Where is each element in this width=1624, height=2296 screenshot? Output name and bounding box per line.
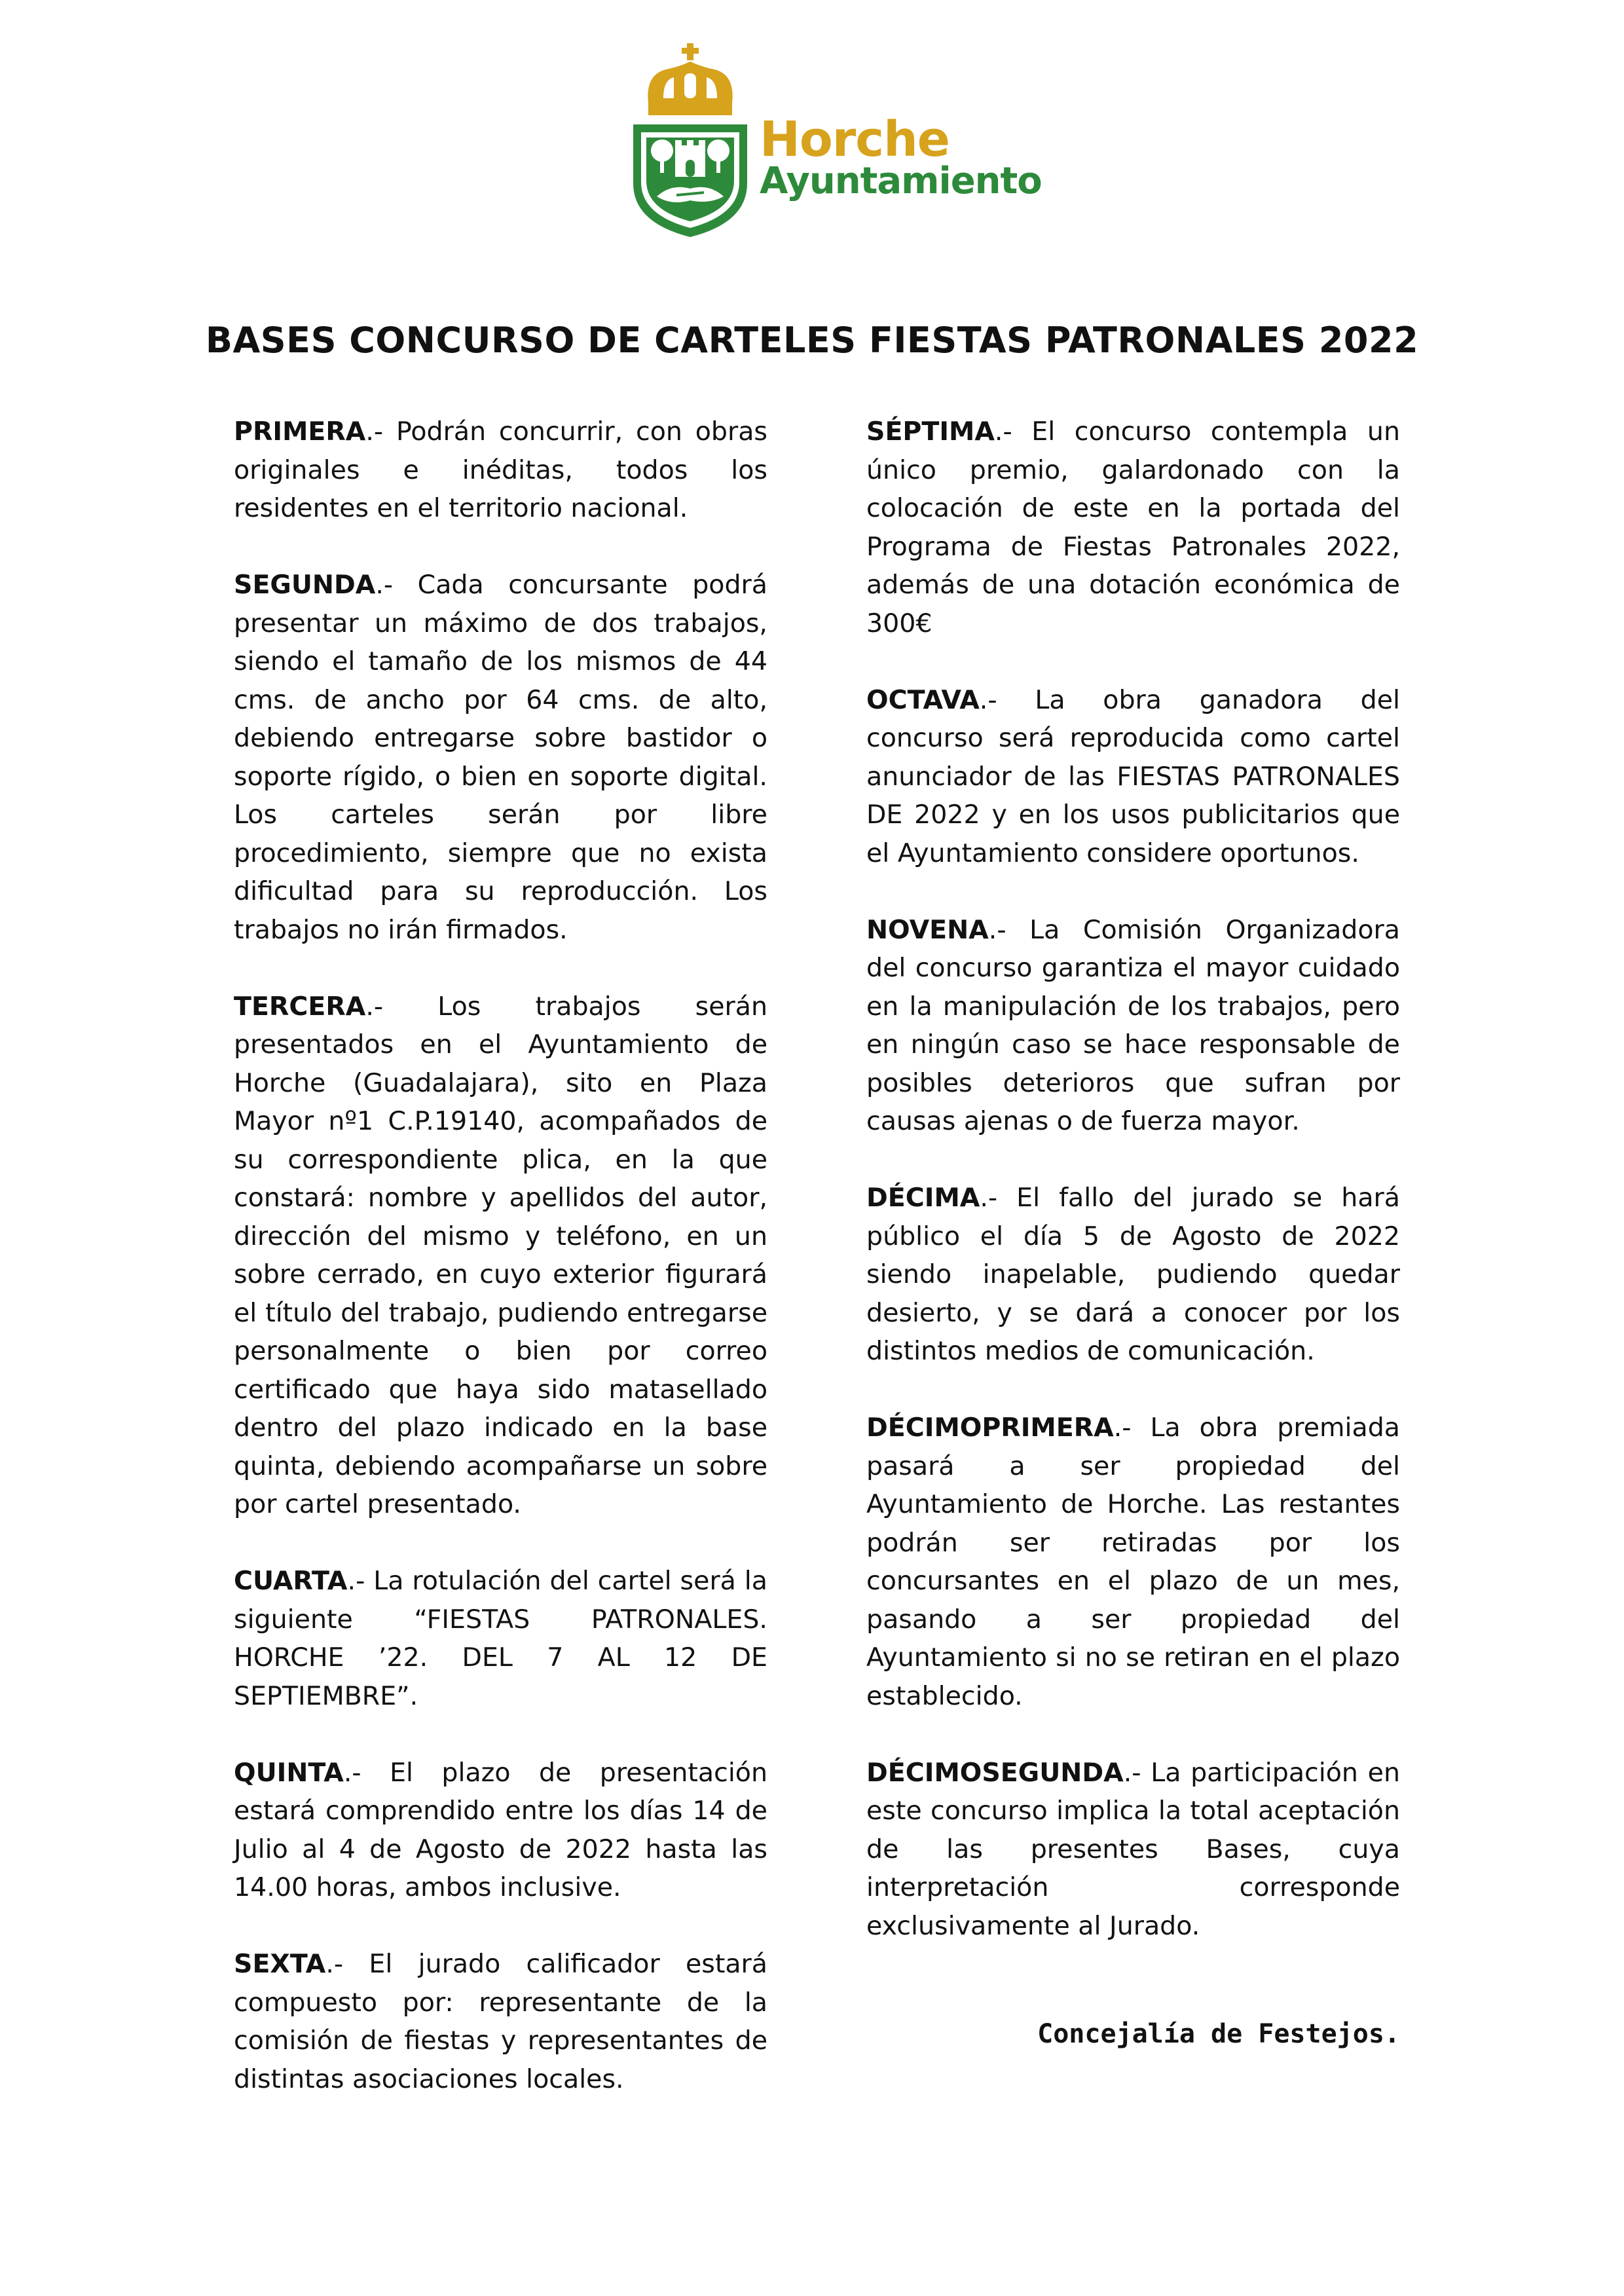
clause-label: SEXTA [234,1949,326,1979]
clause-label: DÉCIMOSEGUNDA [866,1757,1124,1788]
clause-decimosegunda [866,1754,1400,1946]
logo-name: Horche [760,111,950,168]
clause-label: NOVENA [866,914,989,945]
clause-decima [866,1179,1400,1371]
clause-text: .- Podrán concurrir, con obras originales e inéditas, todos los residentes en el territorio nacional. [234,417,767,523]
clause-text: .- El plazo de presentación estará comprendido entre los días 14 de Julio al 4 de Agosto de 2022 hasta las 14.00 horas, ambos inclusive. [234,1757,767,1902]
clause-cuarta [234,1562,767,1715]
clause-label: OCTAVA [866,684,980,715]
coat-of-arms-icon [625,41,756,244]
clause-sexta [234,1945,767,2098]
ayuntamiento-logo [625,41,1044,244]
clause-text: .- Los trabajos serán presentados en el Ayuntamiento de Horche (Guadalajara), sito en Plaza Mayor nº1 C.P.19140, acompañados de su correspondiente plica, en la que constará: nombre y apellidos del autor, dirección del mismo y teléfono, en un sobre cerrado, en cuyo exterior figurará el título del trabajo, pudiendo entregarse personalmente o bien por correo certificado que haya sido matasellado dentro del plazo indicado en la base quinta, debiendo acompañarse un sobre por cartel presentado. [234,991,767,1519]
clause-text: .- La Comisión Organizadora del concurso garantiza el mayor cuidado en la manipulación de los trabajos, pero en ningún caso se hace responsable de posibles deterioros que sufran por causas ajenas o de fuerza mayor. [866,914,1400,1136]
clause-text: .- La rotulación del cartel será la siguiente “FIESTAS PATRONALES. HORCHE ’22. DEL 7 AL 12 DE SEPTIEMBRE”. [234,1566,767,1711]
clause-text: .- La obra ganadora del concurso será reproducida como cartel anunciador de las FIESTAS PATRONALES DE 2022 y en los usos publicitarios que el Ayuntamiento considere oportunos. [866,684,1400,868]
clause-label: PRIMERA [234,417,366,447]
clause-label: CUARTA [234,1566,348,1596]
left-column [234,413,767,2137]
clause-label: DÉCIMOPRIMERA [866,1413,1114,1443]
clause-primera [234,413,767,528]
clause-decimoprimera [866,1409,1400,1715]
clause-octava [866,681,1400,873]
document-title: BASES CONCURSO DE CARTELES FIESTAS PATRONALES 2022 [205,320,1419,361]
clause-tercera [234,988,767,1524]
clause-text: .- El jurado calificador estará compuesto por: representante de la comisión de fiestas y representantes de distintas asociaciones locales. [234,1949,767,2094]
clause-label: TERCERA [234,991,366,1022]
right-column [866,413,1400,1984]
clause-label: DÉCIMA [866,1183,980,1213]
clause-text: .- Cada concursante podrá presentar un máximo de dos trabajos, siendo el tamaño de los mismos de 44 cms. de ancho por 64 cms. de alto, debiendo entregarse sobre bastidor o soporte rígido, o bien en soporte digital. Los carteles serán por libre procedimiento, siempre que no exista dificultad para su reproducción. Los trabajos no irán firmados. [234,570,767,945]
clause-text: .- El fallo del jurado se hará público el día 5 de Agosto de 2022 siendo inapelable, pudiendo quedar desierto, y se dará a conocer por los distintos medios de comunicación. [866,1183,1400,1366]
clause-text: .- La participación en este concurso implica la total aceptación de las presentes Bases, cuya interpretación corresponde exclusivamente al Jurado. [866,1757,1400,1941]
clause-novena [866,911,1400,1141]
logo-subtitle: Ayuntamiento [760,160,1042,202]
clause-label: SEGUNDA [234,570,376,600]
clause-label: QUINTA [234,1757,344,1788]
clause-quinta [234,1754,767,1907]
clause-septima [866,413,1400,642]
clause-text: .- El concurso contempla un único premio, galardonado con la colocación de este en la portada del Programa de Fiestas Patronales 2022, además de una dotación económica de 300€ [866,417,1400,639]
clause-segunda [234,566,767,949]
signature: Concejalía de Festejos. [1037,2019,1400,2049]
clause-text: .- La obra premiada pasará a ser propiedad del Ayuntamiento de Horche. Las restantes podrán ser retiradas por los concursantes en el plazo de un mes, pasando a ser propiedad del Ayuntamiento si no se retiran en el plazo establecido. [866,1413,1400,1711]
clause-label: SÉPTIMA [866,417,995,447]
